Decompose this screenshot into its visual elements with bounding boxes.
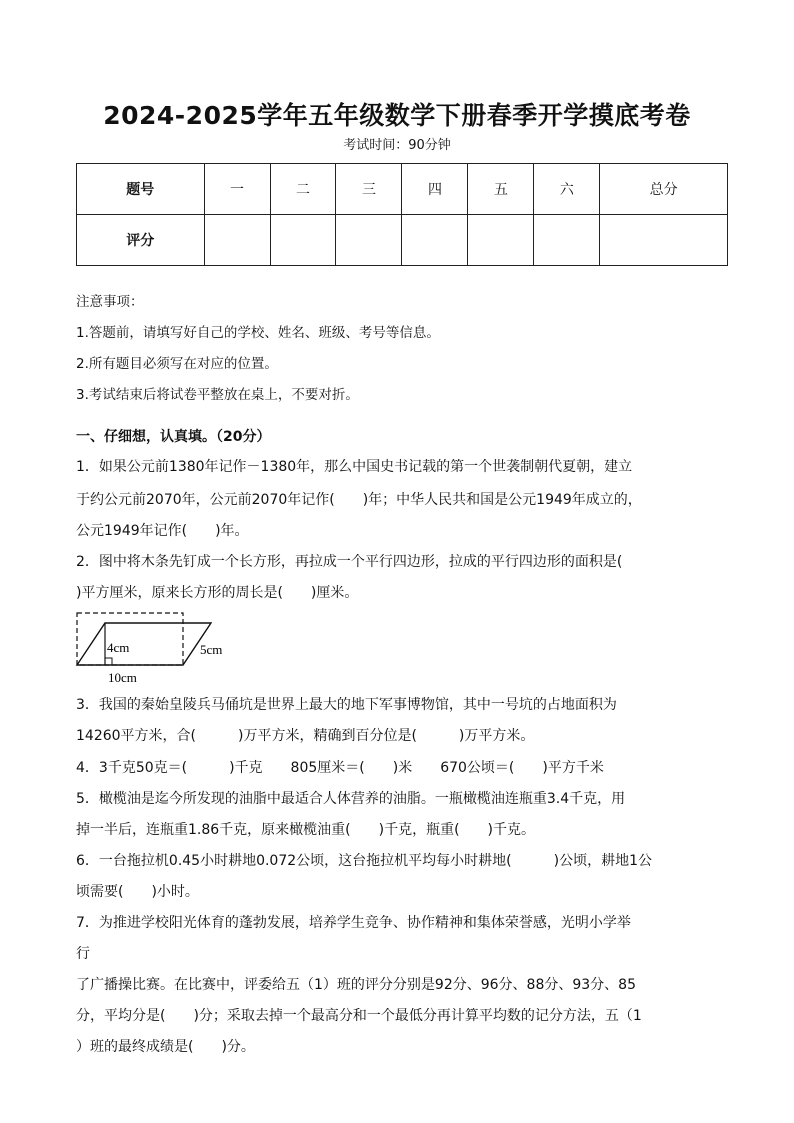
parallelogram-diagram (72, 608, 242, 684)
question-line: 行 (76, 946, 90, 962)
score-cell-6 (534, 215, 600, 266)
score-cell-3 (336, 215, 402, 266)
question-line: 2．图中将木条先钉成一个长方形，再拉成一个平行四边形，拉成的平行四边形的面积是( (76, 554, 623, 570)
note-item: 1.答题前，请填写好自己的学校、姓名、班级、考号等信息。 (76, 325, 440, 341)
score-table-score-row (77, 215, 728, 266)
score-row-label: 评分 (77, 215, 205, 266)
question-line: 14260平方米，合( )万平方米，精确到百分位是( )万平方米。 (76, 728, 535, 744)
note-item: 2.所有题目必须写在对应的位置。 (76, 356, 278, 372)
question-line: 3．我国的秦始皇陵兵马俑坑是世界上最大的地下军事博物馆，其中一号坑的占地面积为 (76, 697, 617, 713)
question-line: 5．橄榄油是迄今所发现的油脂中最适合人体营养的油脂。一瓶橄榄油连瓶重3.4千克，用 (76, 791, 626, 807)
score-header-2: 二 (270, 164, 336, 215)
score-cell-5 (468, 215, 534, 266)
question-line: 掉一半后，连瓶重1.86千克，原来橄榄油重( )千克，瓶重( )千克。 (76, 822, 536, 838)
score-header-3: 三 (336, 164, 402, 215)
question-line: 7．为推进学校阳光体育的蓬勃发展，培养学生竞争、协作精神和集体荣誉感，光明小学举 (76, 915, 631, 931)
question-line: )平方厘米，原来长方形的周长是( )厘米。 (76, 585, 359, 601)
page-title: 2024-2025学年五年级数学下册春季开学摸底考卷 (103, 101, 691, 130)
question-line: 了广播操比赛。在比赛中，评委给五（1）班的评分分别是92分、96分、88分、93分、85 (76, 977, 636, 993)
question-line: 1．如果公元前1380年记作－1380年，那么中国史书记载的第一个世袭制朝代夏朝，建立 (76, 459, 633, 475)
score-table-header-row (77, 164, 728, 215)
question-line: 顷需要( )小时。 (76, 884, 199, 900)
score-table (76, 163, 728, 266)
base-label: 10cm (108, 670, 137, 684)
original-rectangle (77, 613, 183, 665)
notes-block (76, 287, 440, 411)
notes-heading: 注意事项： (76, 294, 144, 310)
score-header-total: 总分 (600, 164, 728, 215)
score-header-label: 题号 (77, 164, 205, 215)
score-cell-total (600, 215, 728, 266)
score-header-4: 四 (402, 164, 468, 215)
question-line: 6．一台拖拉机0.45小时耕地0.072公顷，这台拖拉机平均每小时耕地( )公顷，耕地1公 (76, 853, 652, 869)
parallelogram (77, 623, 211, 665)
score-header-1: 一 (204, 164, 270, 215)
question-line: 分，平均分是( )分；采取去掉一个最高分和一个最低分再计算平均数的记分方法，五（1 (76, 1008, 642, 1024)
score-cell-4 (402, 215, 468, 266)
score-cell-1 (204, 215, 270, 266)
question-line: 于约公元前2070年，公元前2070年记作( )年；中华人民共和国是公元1949年成立的， (76, 492, 642, 508)
exam-duration: 考试时间：90分钟 (343, 138, 451, 153)
section-heading: 一、仔细想，认真填。（20分） (76, 429, 271, 445)
side-label: 5cm (200, 642, 223, 657)
note-item: 3.考试结束后将试卷平整放在桌上，不要对折。 (76, 387, 359, 403)
score-header-6: 六 (534, 164, 600, 215)
right-angle-mark (105, 658, 112, 665)
height-label: 4cm (107, 640, 130, 655)
score-cell-2 (270, 215, 336, 266)
score-header-5: 五 (468, 164, 534, 215)
question-line: ）班的最终成绩是( )分。 (76, 1039, 255, 1055)
question-line: 公元1949年记作( )年。 (76, 523, 249, 539)
question-line: 4．3千克50克＝( )千克 805厘米＝( )米 670公顷＝( )平方千米 (76, 760, 604, 776)
